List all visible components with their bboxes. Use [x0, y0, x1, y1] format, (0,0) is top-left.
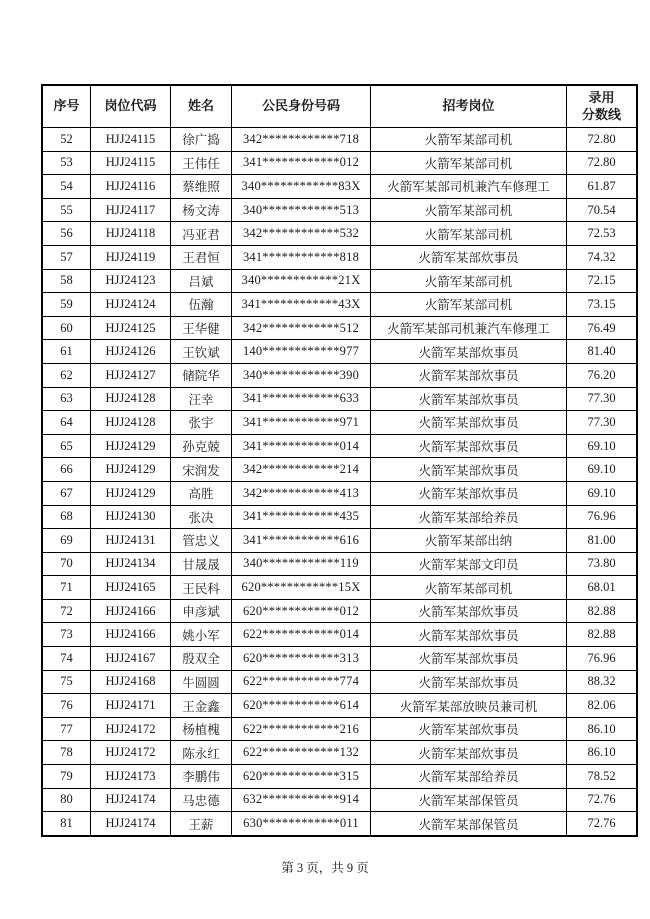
cell-code: HJJ24119	[91, 245, 171, 269]
column-header-name: 姓名	[171, 85, 232, 128]
cell-id: 620************15X	[232, 576, 371, 600]
cell-id: 341************43X	[232, 293, 371, 317]
cell-seq: 74	[42, 647, 91, 671]
cell-score: 81.00	[567, 529, 638, 553]
cell-score: 73.15	[567, 293, 638, 317]
cell-seq: 64	[42, 411, 91, 435]
cell-name: 高胜	[171, 481, 232, 505]
cell-seq: 69	[42, 529, 91, 553]
cell-seq: 78	[42, 741, 91, 765]
table-header	[42, 85, 637, 128]
cell-name: 吕斌	[171, 269, 232, 293]
cell-score: 72.76	[567, 812, 638, 836]
table-row	[42, 670, 637, 694]
cell-code: HJJ24115	[91, 128, 171, 152]
cell-code: HJJ24173	[91, 765, 171, 789]
cell-code: HJJ24116	[91, 175, 171, 199]
cell-score: 88.32	[567, 670, 638, 694]
cell-name: 储院华	[171, 363, 232, 387]
cell-seq: 59	[42, 293, 91, 317]
cell-name: 宋润发	[171, 458, 232, 482]
cell-score: 77.30	[567, 387, 638, 411]
cell-name: 蔡维照	[171, 175, 232, 199]
cell-code: HJJ24118	[91, 222, 171, 246]
cell-id: 341************435	[232, 505, 371, 529]
cell-position: 火箭军某部炊事员	[371, 741, 567, 765]
cell-id: 342************512	[232, 316, 371, 340]
cell-score: 72.80	[567, 151, 638, 175]
cell-position: 火箭军某部出纳	[371, 529, 567, 553]
cell-id: 620************012	[232, 599, 371, 623]
cell-seq: 62	[42, 363, 91, 387]
cell-score: 76.49	[567, 316, 638, 340]
column-header-code: 岗位代码	[91, 85, 171, 128]
cell-seq: 72	[42, 599, 91, 623]
table-row	[42, 481, 637, 505]
cell-name: 汪幸	[171, 387, 232, 411]
table-row	[42, 458, 637, 482]
cell-name: 王君恒	[171, 245, 232, 269]
cell-position: 火箭军某部保管员	[371, 788, 567, 812]
cell-name: 申彦斌	[171, 599, 232, 623]
table-row	[42, 198, 637, 222]
table-row	[42, 340, 637, 364]
cell-id: 630************011	[232, 812, 371, 836]
cell-name: 王薪	[171, 812, 232, 836]
cell-position: 火箭军某部炊事员	[371, 599, 567, 623]
column-header-score	[567, 85, 638, 128]
cell-code: HJJ24165	[91, 576, 171, 600]
cell-position: 火箭军某部给养员	[371, 505, 567, 529]
cell-code: HJJ24126	[91, 340, 171, 364]
cell-seq: 71	[42, 576, 91, 600]
cell-score: 82.06	[567, 694, 638, 718]
cell-name: 张宇	[171, 411, 232, 435]
cell-code: HJJ24166	[91, 623, 171, 647]
table-row	[42, 269, 637, 293]
table-row	[42, 717, 637, 741]
cell-score: 69.10	[567, 434, 638, 458]
cell-code: HJJ24134	[91, 552, 171, 576]
cell-position: 火箭军某部司机	[371, 222, 567, 246]
cell-id: 340************119	[232, 552, 371, 576]
cell-position: 火箭军某部炊事员	[371, 481, 567, 505]
cell-code: HJJ24115	[91, 151, 171, 175]
cell-name: 伍瀚	[171, 293, 232, 317]
cell-name: 王金鑫	[171, 694, 232, 718]
cell-score: 72.76	[567, 788, 638, 812]
cell-seq: 81	[42, 812, 91, 836]
cell-position: 火箭军某部炊事员	[371, 340, 567, 364]
cell-seq: 60	[42, 316, 91, 340]
cell-name: 徐广捣	[171, 128, 232, 152]
cell-score: 77.30	[567, 411, 638, 435]
cell-score: 76.96	[567, 647, 638, 671]
score-header-line2: 分数线	[581, 106, 621, 122]
cell-score: 61.87	[567, 175, 638, 199]
cell-position: 火箭军某部司机	[371, 576, 567, 600]
table-row	[42, 151, 637, 175]
cell-position: 火箭军某部放映员兼司机	[371, 694, 567, 718]
cell-score: 72.53	[567, 222, 638, 246]
cell-position: 火箭军某部司机	[371, 269, 567, 293]
cell-seq: 75	[42, 670, 91, 694]
cell-position: 火箭军某部炊事员	[371, 623, 567, 647]
cell-name: 李鹏伟	[171, 765, 232, 789]
table-row	[42, 647, 637, 671]
cell-code: HJJ24130	[91, 505, 171, 529]
cell-seq: 77	[42, 717, 91, 741]
table-row	[42, 812, 637, 836]
cell-code: HJJ24128	[91, 387, 171, 411]
cell-score: 81.40	[567, 340, 638, 364]
cell-name: 牛圆圆	[171, 670, 232, 694]
cell-score: 69.10	[567, 458, 638, 482]
cell-seq: 70	[42, 552, 91, 576]
cell-id: 620************313	[232, 647, 371, 671]
cell-code: HJJ24168	[91, 670, 171, 694]
cell-id: 340************390	[232, 363, 371, 387]
cell-score: 73.80	[567, 552, 638, 576]
cell-code: HJJ24171	[91, 694, 171, 718]
recruitment-score-table	[41, 84, 638, 837]
cell-id: 140************977	[232, 340, 371, 364]
cell-id: 342************718	[232, 128, 371, 152]
cell-id: 342************413	[232, 481, 371, 505]
cell-code: HJJ24123	[91, 269, 171, 293]
cell-id: 341************014	[232, 434, 371, 458]
cell-position: 火箭军某部司机	[371, 198, 567, 222]
cell-id: 341************971	[232, 411, 371, 435]
cell-name: 甘晟晟	[171, 552, 232, 576]
cell-position: 火箭军某部司机兼汽车修理工	[371, 316, 567, 340]
cell-name: 冯亚君	[171, 222, 232, 246]
cell-score: 69.10	[567, 481, 638, 505]
cell-seq: 80	[42, 788, 91, 812]
table-row	[42, 741, 637, 765]
cell-score: 86.10	[567, 741, 638, 765]
table-row	[42, 245, 637, 269]
cell-score: 82.88	[567, 599, 638, 623]
cell-seq: 63	[42, 387, 91, 411]
cell-name: 王华健	[171, 316, 232, 340]
cell-name: 杨文涛	[171, 198, 232, 222]
cell-id: 340************83X	[232, 175, 371, 199]
cell-position: 火箭军某部司机	[371, 293, 567, 317]
cell-code: HJJ24129	[91, 481, 171, 505]
cell-code: HJJ24128	[91, 411, 171, 435]
cell-id: 342************214	[232, 458, 371, 482]
cell-name: 姚小军	[171, 623, 232, 647]
cell-position: 火箭军某部炊事员	[371, 363, 567, 387]
cell-score: 76.20	[567, 363, 638, 387]
cell-seq: 76	[42, 694, 91, 718]
cell-code: HJJ24174	[91, 812, 171, 836]
cell-id: 622************132	[232, 741, 371, 765]
cell-name: 马忠德	[171, 788, 232, 812]
cell-code: HJJ24166	[91, 599, 171, 623]
cell-seq: 53	[42, 151, 91, 175]
cell-id: 632************914	[232, 788, 371, 812]
cell-name: 管忠义	[171, 529, 232, 553]
cell-seq: 65	[42, 434, 91, 458]
cell-position: 火箭军某部炊事员	[371, 434, 567, 458]
cell-position: 火箭军某部保管员	[371, 812, 567, 836]
cell-position: 火箭军某部炊事员	[371, 670, 567, 694]
table-row	[42, 765, 637, 789]
cell-position: 火箭军某部给养员	[371, 765, 567, 789]
table-row	[42, 387, 637, 411]
cell-name: 王钦斌	[171, 340, 232, 364]
table-body	[42, 128, 637, 836]
page-number-footer: 第 3 页，共 9 页	[281, 861, 369, 875]
cell-id: 622************774	[232, 670, 371, 694]
table-row	[42, 552, 637, 576]
table-row	[42, 434, 637, 458]
table-row	[42, 363, 637, 387]
cell-id: 620************315	[232, 765, 371, 789]
cell-name: 王民科	[171, 576, 232, 600]
cell-seq: 79	[42, 765, 91, 789]
cell-seq: 55	[42, 198, 91, 222]
cell-score: 68.01	[567, 576, 638, 600]
cell-position: 火箭军某部司机	[371, 128, 567, 152]
cell-seq: 52	[42, 128, 91, 152]
cell-position: 火箭军某部文印员	[371, 552, 567, 576]
column-header-seq: 序号	[42, 85, 91, 128]
cell-id: 341************616	[232, 529, 371, 553]
cell-seq: 61	[42, 340, 91, 364]
table-row	[42, 788, 637, 812]
score-header-line1: 录用	[588, 90, 615, 106]
cell-code: HJJ24129	[91, 458, 171, 482]
cell-code: HJJ24172	[91, 741, 171, 765]
cell-id: 342************532	[232, 222, 371, 246]
cell-seq: 67	[42, 481, 91, 505]
cell-id: 341************633	[232, 387, 371, 411]
cell-name: 孙克兢	[171, 434, 232, 458]
cell-code: HJJ24172	[91, 717, 171, 741]
cell-id: 340************21X	[232, 269, 371, 293]
cell-name: 陈永红	[171, 741, 232, 765]
cell-score: 82.88	[567, 623, 638, 647]
table-row	[42, 599, 637, 623]
cell-position: 火箭军某部炊事员	[371, 458, 567, 482]
cell-position: 火箭军某部炊事员	[371, 647, 567, 671]
cell-name: 王伟任	[171, 151, 232, 175]
cell-code: HJJ24127	[91, 363, 171, 387]
table-row	[42, 694, 637, 718]
cell-score: 74.32	[567, 245, 638, 269]
cell-code: HJJ24124	[91, 293, 171, 317]
table-row	[42, 175, 637, 199]
cell-score: 72.80	[567, 128, 638, 152]
cell-seq: 73	[42, 623, 91, 647]
cell-position: 火箭军某部司机	[371, 151, 567, 175]
cell-code: HJJ24131	[91, 529, 171, 553]
cell-score: 78.52	[567, 765, 638, 789]
cell-id: 341************818	[232, 245, 371, 269]
table-row	[42, 128, 637, 152]
column-header-position: 招考岗位	[371, 85, 567, 128]
cell-seq: 54	[42, 175, 91, 199]
cell-id: 622************014	[232, 623, 371, 647]
cell-score: 86.10	[567, 717, 638, 741]
cell-code: HJJ24125	[91, 316, 171, 340]
cell-id: 620************614	[232, 694, 371, 718]
cell-name: 张决	[171, 505, 232, 529]
cell-score: 72.15	[567, 269, 638, 293]
table-row	[42, 529, 637, 553]
cell-code: HJJ24167	[91, 647, 171, 671]
cell-name: 杨植槐	[171, 717, 232, 741]
cell-seq: 58	[42, 269, 91, 293]
cell-seq: 56	[42, 222, 91, 246]
table-row	[42, 222, 637, 246]
cell-position: 火箭军某部炊事员	[371, 245, 567, 269]
cell-score: 76.96	[567, 505, 638, 529]
cell-seq: 68	[42, 505, 91, 529]
cell-position: 火箭军某部炊事员	[371, 387, 567, 411]
cell-code: HJJ24117	[91, 198, 171, 222]
cell-code: HJJ24174	[91, 788, 171, 812]
cell-position: 火箭军某部炊事员	[371, 411, 567, 435]
cell-id: 622************216	[232, 717, 371, 741]
table-row	[42, 316, 637, 340]
table-row	[42, 576, 637, 600]
table-row	[42, 623, 637, 647]
table-row	[42, 411, 637, 435]
cell-name: 殷双全	[171, 647, 232, 671]
column-header-id: 公民身份号码	[232, 85, 371, 128]
cell-code: HJJ24129	[91, 434, 171, 458]
cell-id: 341************012	[232, 151, 371, 175]
cell-position: 火箭军某部司机兼汽车修理工	[371, 175, 567, 199]
header-row	[42, 85, 637, 128]
cell-seq: 57	[42, 245, 91, 269]
cell-score: 70.54	[567, 198, 638, 222]
table-row	[42, 293, 637, 317]
cell-id: 340************513	[232, 198, 371, 222]
table-row	[42, 505, 637, 529]
cell-seq: 66	[42, 458, 91, 482]
cell-position: 火箭军某部炊事员	[371, 717, 567, 741]
